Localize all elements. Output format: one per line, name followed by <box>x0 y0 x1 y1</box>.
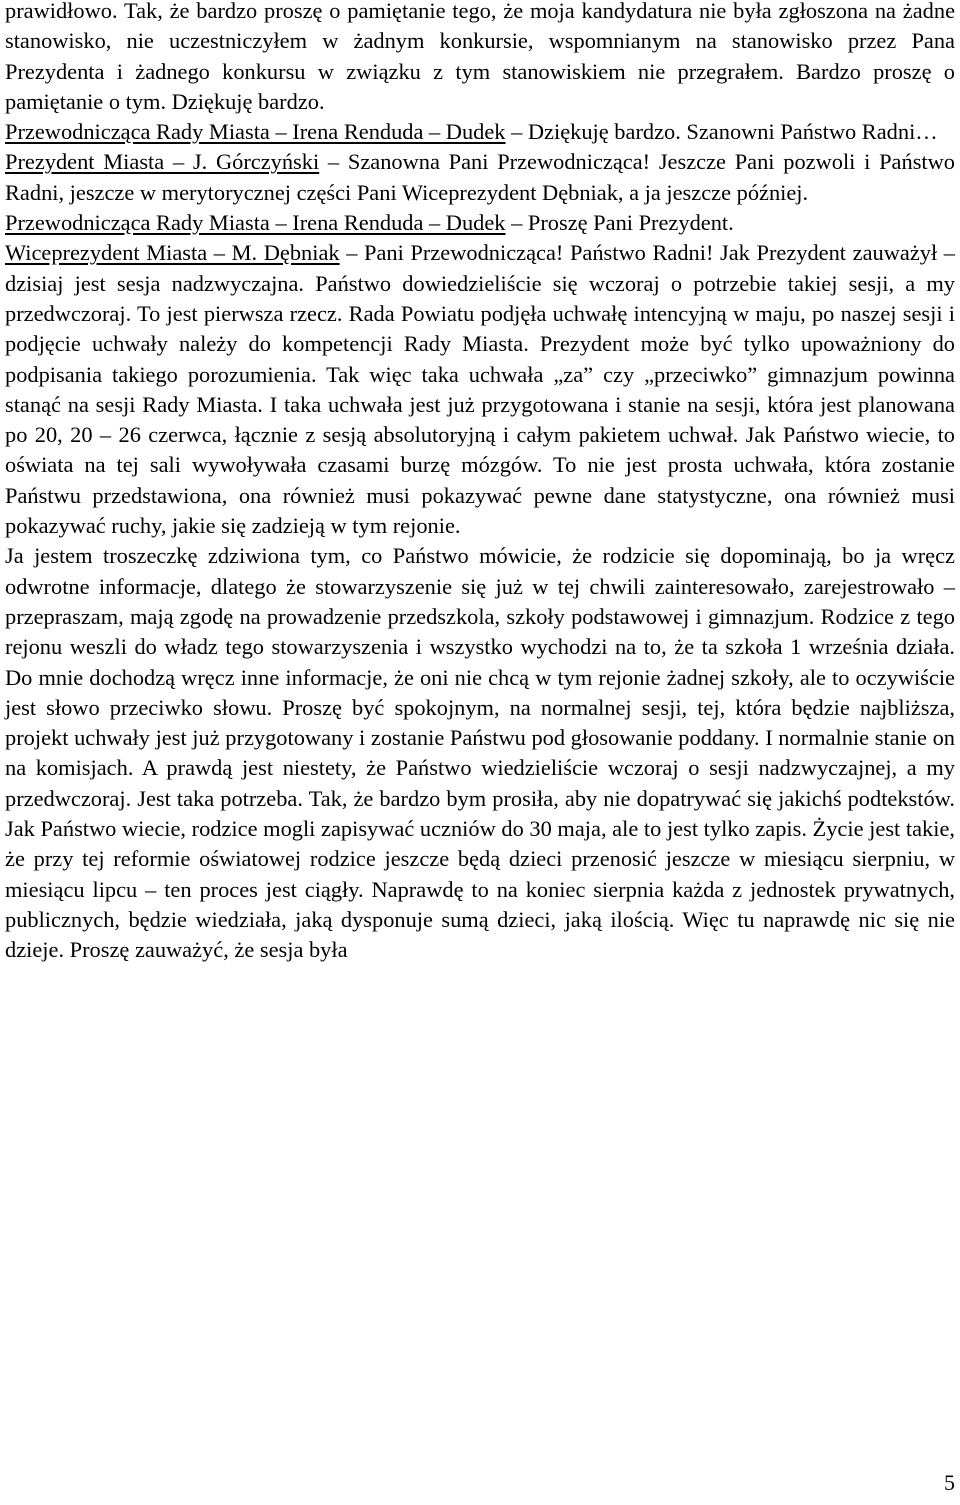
speaker-label: Wiceprezydent Miasta – M. Dębniak <box>5 240 340 266</box>
paragraph <box>5 238 955 541</box>
paragraph-text: Ja jestem troszeczkę zdziwiona tym, co Państwo mówicie, że rodzicie się dopominają, bo ja wręcz odwrotne informacje, dlatego że stowarzyszenie się już w tej chwili zainteresowało, zarejestrowało – przepraszam, mają zgodę na prowadzenie przedszkola, szkoły podstawowej i gimnazjum. Rodzice z tego rejonu weszli do władz tego stowarzyszenia i wszystko wychodzi na to, że ta szkoła 1 września działa. Do mnie dochodzą wręcz inne informacje, że oni nie chcą w tym rejonie żadnej szkoły, ale to oczywiście jest słowo przeciwko słowu. Proszę być spokojnym, na normalnej sesji, tej, która będzie najbliższa, projekt uchwały jest już przygotowany i zostanie Państwu pod głosowanie poddany. I normalnie stanie on na komisjach. A prawdą jest niestety, że Państwo wiedzieliście wczoraj o sesji nadzwyczajnej, a my przedwczoraj. Jest taka potrzeba. Tak, że bardzo bym prosiła, aby nie dopatrywać się jakichś podtekstów. Jak Państwo wiecie, rodzice mogli zapisywać uczniów do 30 maja, ale to jest tylko zapis. Życie jest takie, że przy tej reformie oświatowej rodzice jeszcze będą dzieci przenosić jeszcze w miesiącu sierpniu, w miesiącu lipcu – ten proces jest ciągły. Naprawdę to na koniec sierpnia każda z jednostek prywatnych, publicznych, będzie wiedziała, jaką dysponuje sumą dzieci, jaką ilością. Więc tu naprawdę nic się nie dzieje. Proszę zauważyć, że sesja była <box>5 543 955 963</box>
paragraph <box>5 147 955 208</box>
paragraph <box>5 0 955 117</box>
paragraph <box>5 117 955 147</box>
document-body <box>5 0 955 966</box>
paragraph-text: – Proszę Pani Prezydent. <box>505 210 734 236</box>
paragraph-text: – Szanowna Pani Przewodnicząca! Jeszcze Pani pozwoli i Państwo Radni, jeszcze w merytorycznej części Pani Wiceprezydent Dębniak, a ja jeszcze później. <box>5 149 955 205</box>
paragraph-text: – Dziękuję bardzo. Szanowni Państwo Radni… <box>505 119 938 145</box>
page-number: 5 <box>944 1470 955 1495</box>
paragraph-text: Tak, że bardzo proszę o pamiętanie tego, że moja kandydatura nie była zgłoszona na żadne stanowisko, nie uczestniczyłem w żadnym konkursie, wspomnianym na stanowisko przez Pana Prezydenta i żadnego konkursu w związku z tym stanowiskiem nie przegrałem. Bardzo proszę o pamiętanie o tym. Dziękuję bardzo. <box>5 0 956 114</box>
speaker-label: Przewodnicząca Rady Miasta – Irena Renduda – Dudek <box>5 119 506 145</box>
speaker-label: Przewodnicząca Rady Miasta – Irena Renduda – Dudek <box>5 210 506 236</box>
paragraph <box>5 541 955 965</box>
paragraph <box>5 208 955 238</box>
speaker-label: Prezydent Miasta – J. Górczyński <box>5 149 320 175</box>
paragraph-text: prawidłowo. <box>5 0 124 23</box>
paragraph-text: – Pani Przewodnicząca! Państwo Radni! Jak Prezydent zauważył – dzisiaj jest sesja nadzwyczajna. Państwo dowiedzieliście się wczoraj o potrzebie takiej sesji, a my przedwczoraj. To jest pierwsza rzecz. Rada Powiatu podjęła uchwałę intencyjną w maju, po naszej sesji i podjęcie uchwały należy do kompetencji Rady Miasta. Prezydent może być tylko upoważniony do podpisania takiego porozumienia. Tak więc taka uchwała „za” czy „przeciwko” gimnazjum powinna stanąć na sesji Rady Miasta. I taka uchwała jest już przygotowana i stanie na sesji, która jest planowana po 20, 20 – 26 czerwca, łącznie z sesją absolutoryjną i całym pakietem uchwał. Jak Państwo wiecie, to oświata na tej sali wywoływała czasami burzę mózgów. To nie jest prosta uchwała, która zostanie Państwu przedstawiona, ona również musi pokazywać pewne dane statystyczne, ona również musi pokazywać ruchy, jakie się zadzieją w tym rejonie. <box>5 240 955 539</box>
